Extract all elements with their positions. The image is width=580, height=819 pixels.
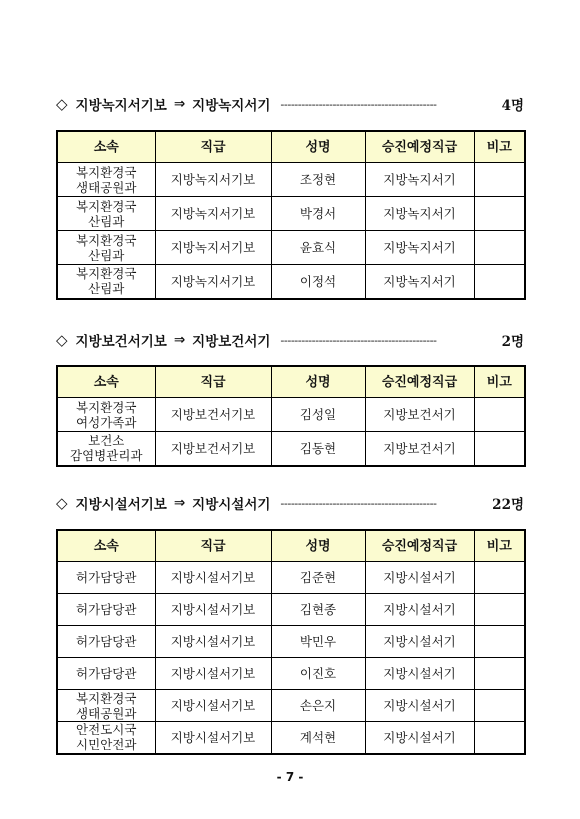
cell-dept <box>57 398 155 432</box>
cell-rank: 지방보건서기보 <box>155 398 271 432</box>
cell-dept <box>57 690 155 722</box>
cell-rank: 지방녹지서기보 <box>155 163 271 197</box>
cell-note <box>474 690 525 722</box>
header-rank: 직급 <box>155 530 271 562</box>
cell-dept <box>57 626 155 658</box>
cell-promo: 지방녹지서기 <box>365 265 474 299</box>
leader-dashes: --------------------------------------------- <box>280 333 437 347</box>
dept-line: 허가담당관 <box>76 570 137 585</box>
cell-dept <box>57 658 155 690</box>
table-header-row <box>57 366 525 398</box>
section-count: 4명 <box>501 98 524 114</box>
leader-dashes: --------------------------------------------- <box>280 496 437 510</box>
table-row <box>57 231 525 265</box>
dept-line: 허가담당관 <box>76 666 137 681</box>
dept-line: 복지환경국 <box>76 690 137 706</box>
cell-rank: 지방시설서기보 <box>155 658 271 690</box>
cell-name: 김성일 <box>271 398 365 432</box>
dept-line: 복지환경국 <box>76 164 137 180</box>
promotion-table-1 <box>56 130 526 300</box>
dept-line: 산림과 <box>88 281 125 297</box>
table-row <box>57 265 525 299</box>
header-dept: 소속 <box>57 366 155 398</box>
cell-promo: 지방시설서기 <box>365 562 474 594</box>
dept-line: 허가담당관 <box>76 602 137 617</box>
header-rank: 직급 <box>155 366 271 398</box>
section-count: 2명 <box>501 334 524 350</box>
cell-note <box>474 432 525 466</box>
cell-note <box>474 398 525 432</box>
cell-promo: 지방시설서기 <box>365 690 474 722</box>
cell-note <box>474 197 525 231</box>
cell-dept <box>57 432 155 466</box>
cell-rank: 지방시설서기보 <box>155 626 271 658</box>
cell-promo: 지방녹지서기 <box>365 163 474 197</box>
cell-rank: 지방녹지서기보 <box>155 265 271 299</box>
cell-name: 조정현 <box>271 163 365 197</box>
cell-dept <box>57 231 155 265</box>
section-from-rank: 지방시설서기보 <box>75 497 167 513</box>
dept-line: 여성가족과 <box>76 414 137 430</box>
dept-line: 시민안전과 <box>76 737 137 753</box>
dept-line: 허가담당관 <box>76 634 137 649</box>
dept-line: 생태공원과 <box>76 179 137 195</box>
cell-rank: 지방시설서기보 <box>155 722 271 754</box>
cell-name: 박경서 <box>271 197 365 231</box>
cell-rank: 지방보건서기보 <box>155 432 271 466</box>
cell-promo: 지방시설서기 <box>365 594 474 626</box>
section-title-1 <box>56 93 524 115</box>
header-name: 성명 <box>271 366 365 398</box>
cell-name: 계석현 <box>271 722 365 754</box>
section-count: 22명 <box>492 497 524 513</box>
header-promo: 승진예정직급 <box>365 131 474 163</box>
dept-line: 보건소 <box>88 433 125 449</box>
cell-promo: 지방보건서기 <box>365 398 474 432</box>
dept-line: 산림과 <box>88 247 125 263</box>
promotion-table-3 <box>56 529 526 755</box>
cell-name: 손은지 <box>271 690 365 722</box>
cell-dept <box>57 562 155 594</box>
table-row <box>57 722 525 754</box>
dept-line: 복지환경국 <box>76 232 137 248</box>
page-number: - 7 - <box>276 770 304 784</box>
table-row <box>57 626 525 658</box>
cell-rank: 지방녹지서기보 <box>155 197 271 231</box>
table-row <box>57 594 525 626</box>
section-to-rank: 지방녹지서기 <box>192 98 271 114</box>
header-promo: 승진예정직급 <box>365 530 474 562</box>
table-row <box>57 690 525 722</box>
cell-note <box>474 265 525 299</box>
dept-line: 복지환경국 <box>76 266 137 282</box>
cell-promo: 지방시설서기 <box>365 658 474 690</box>
header-note: 비고 <box>474 530 525 562</box>
table-header-row <box>57 131 525 163</box>
section-to-rank: 지방보건서기 <box>192 334 271 350</box>
diamond-icon: ◇ <box>56 95 68 113</box>
dept-line: 복지환경국 <box>76 399 137 415</box>
cell-promo: 지방시설서기 <box>365 626 474 658</box>
cell-rank: 지방시설서기보 <box>155 594 271 626</box>
cell-dept <box>57 265 155 299</box>
table-row <box>57 658 525 690</box>
table-row <box>57 432 525 466</box>
dept-line: 산림과 <box>88 213 125 229</box>
section-title-3 <box>56 492 524 514</box>
header-note: 비고 <box>474 131 525 163</box>
cell-note <box>474 594 525 626</box>
cell-name: 이정석 <box>271 265 365 299</box>
cell-name: 이진호 <box>271 658 365 690</box>
section-from-rank: 지방녹지서기보 <box>75 98 167 114</box>
table-row <box>57 163 525 197</box>
cell-note <box>474 626 525 658</box>
cell-name: 김동현 <box>271 432 365 466</box>
cell-note <box>474 231 525 265</box>
arrow-icon: ⇒ <box>173 96 186 112</box>
cell-promo: 지방시설서기 <box>365 722 474 754</box>
cell-promo: 지방녹지서기 <box>365 197 474 231</box>
cell-note <box>474 658 525 690</box>
cell-rank: 지방녹지서기보 <box>155 231 271 265</box>
header-dept: 소속 <box>57 131 155 163</box>
arrow-icon: ⇒ <box>173 332 186 348</box>
header-rank: 직급 <box>155 131 271 163</box>
cell-name: 박민우 <box>271 626 365 658</box>
cell-note <box>474 722 525 754</box>
cell-name: 김현종 <box>271 594 365 626</box>
header-dept: 소속 <box>57 530 155 562</box>
dept-line: 안전도시국 <box>76 722 137 738</box>
cell-rank: 지방시설서기보 <box>155 562 271 594</box>
promotion-table-2 <box>56 365 526 467</box>
cell-name: 윤효식 <box>271 231 365 265</box>
cell-dept <box>57 197 155 231</box>
header-name: 성명 <box>271 530 365 562</box>
table-header-row <box>57 530 525 562</box>
cell-note <box>474 562 525 594</box>
header-promo: 승진예정직급 <box>365 366 474 398</box>
header-note: 비고 <box>474 366 525 398</box>
cell-name: 김준현 <box>271 562 365 594</box>
leader-dashes: --------------------------------------------- <box>280 97 437 111</box>
cell-note <box>474 163 525 197</box>
cell-dept <box>57 163 155 197</box>
table-row <box>57 197 525 231</box>
arrow-icon: ⇒ <box>173 495 186 511</box>
cell-dept <box>57 594 155 626</box>
table-row <box>57 562 525 594</box>
table-row <box>57 398 525 432</box>
cell-dept <box>57 722 155 754</box>
section-from-rank: 지방보건서기보 <box>75 334 167 350</box>
diamond-icon: ◇ <box>56 331 68 349</box>
cell-rank: 지방시설서기보 <box>155 690 271 722</box>
section-to-rank: 지방시설서기 <box>192 497 271 513</box>
diamond-icon: ◇ <box>56 494 68 512</box>
cell-promo: 지방녹지서기 <box>365 231 474 265</box>
cell-promo: 지방보건서기 <box>365 432 474 466</box>
header-name: 성명 <box>271 131 365 163</box>
dept-line: 감염병관리과 <box>70 448 143 464</box>
dept-line: 생태공원과 <box>76 705 137 721</box>
dept-line: 복지환경국 <box>76 198 137 214</box>
section-title-2 <box>56 329 524 351</box>
